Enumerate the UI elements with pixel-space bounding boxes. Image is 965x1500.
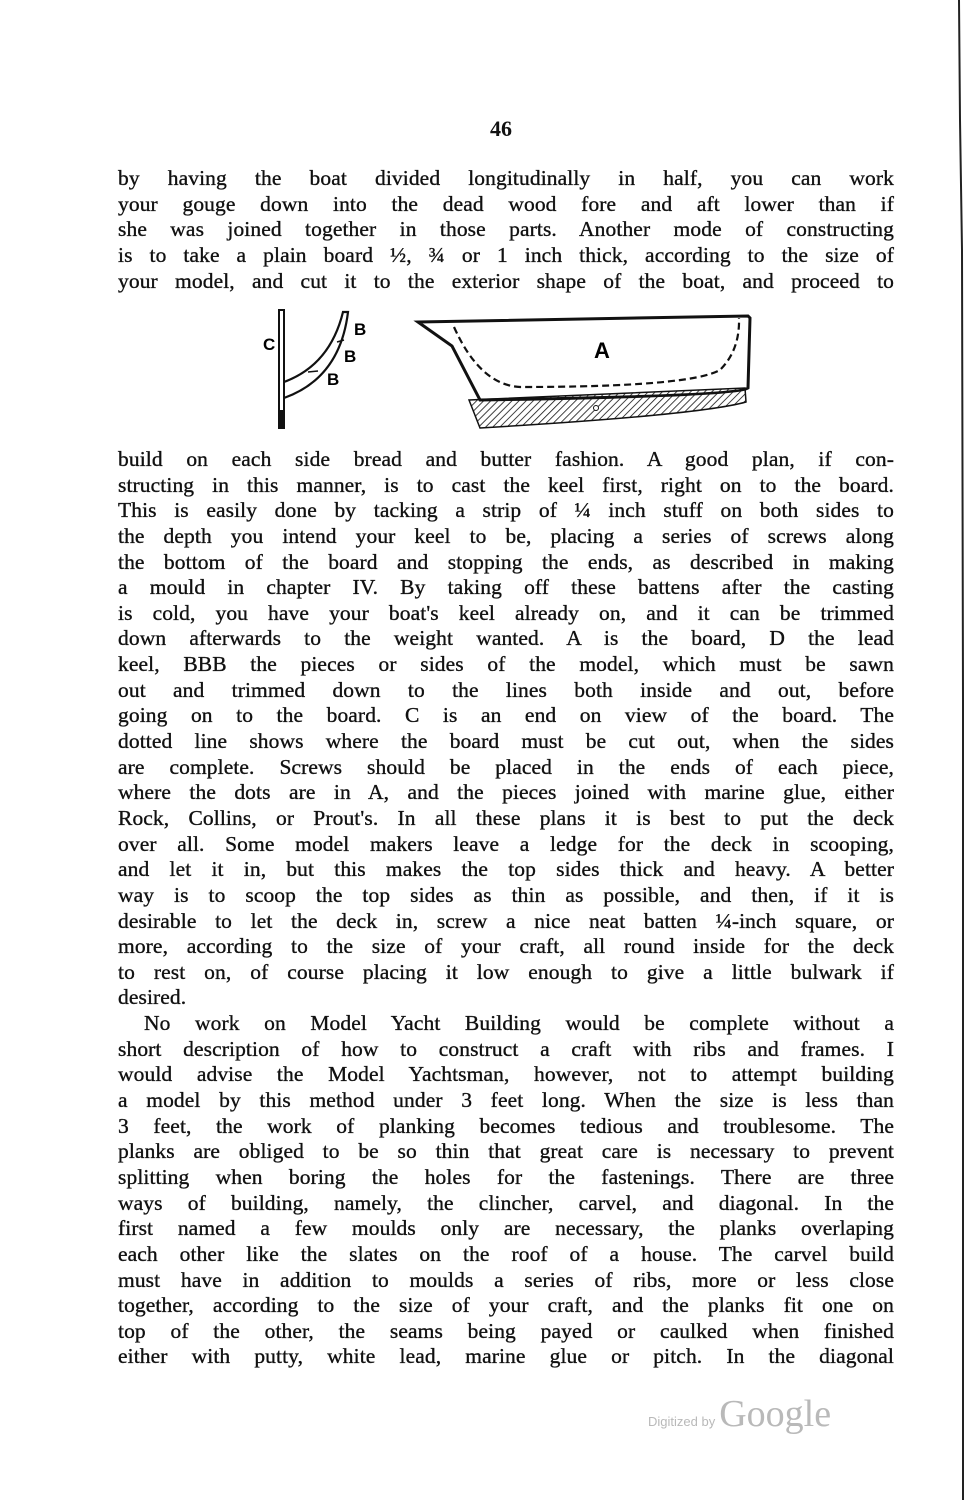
- text-line: This is easily done by tacking a strip of ¼ inch stuff on both sides to: [118, 498, 894, 523]
- text-line: by having the boat divided longitudinally in half, you can work: [118, 166, 894, 190]
- text-line: down afterwards to the weight wanted. A is the board, D the lead: [118, 626, 894, 651]
- text-line: must have in addition to moulds a series of ribs, more or less close: [118, 1267, 894, 1292]
- text-line: build on each side bread and butter fashion. A good plan, if con-: [118, 447, 894, 471]
- text-line: ways of building, namely, the clincher, carvel, and diagonal. In the: [118, 1190, 894, 1215]
- text-line: either with putty, white lead, marine glue or pitch. In the diagonal: [118, 1344, 894, 1369]
- watermark-prefix: Digitized by: [648, 1414, 716, 1429]
- watermark-brand: Google: [719, 1393, 832, 1435]
- digitized-by-google-watermark: [648, 1392, 831, 1436]
- paragraph-main: [118, 447, 894, 1370]
- boat-construction-figure: [250, 300, 770, 440]
- text-line: top of the other, the seams being payed or caulked when finished: [118, 1318, 894, 1343]
- text-line: keel, BBB the pieces or sides of the model, which must be sawn: [118, 652, 894, 677]
- text-line: short description of how to construct a craft with ribs and frames. I: [118, 1036, 894, 1061]
- text-line: and let it in, but this makes the top sides thick and heavy. A better: [118, 857, 894, 882]
- text-line: is cold, you have your boat's keel already on, and it can be trimmed: [118, 600, 894, 625]
- text-line: would advise the Model Yachtsman, however, not to attempt building: [118, 1062, 894, 1087]
- text-line: where the dots are in A, and the pieces joined with marine glue, either: [118, 780, 894, 805]
- text-line: a model by this method under 3 feet long. When the size is less than: [118, 1088, 894, 1113]
- text-line: your model, and cut it to the exterior shape of the boat, and proceed to: [118, 268, 894, 293]
- text-line: splitting when boring the holes for the fastenings. There are three: [118, 1164, 894, 1189]
- text-line: planks are obliged to be so thin that great care is necessary to prevent: [118, 1139, 894, 1164]
- text-line: desirable to let the deck in, screw a nice neat batten ¼-inch square, or: [118, 908, 894, 933]
- label-b-low: B: [327, 370, 340, 389]
- text-line: the bottom of the board and stopping the ends, as described in making: [118, 549, 894, 574]
- text-line: 3 feet, the work of planking becomes tedious and troublesome. The: [118, 1113, 894, 1138]
- label-b-mid: B: [344, 347, 357, 366]
- end-view-c: [279, 310, 348, 428]
- text-line: to rest on, of course placing it low enough to give a little bulwark if: [118, 959, 894, 984]
- text-line: is to take a plain board ½, ¾ or 1 inch thick, according to the size of: [118, 242, 894, 267]
- text-line: are complete. Screws should be placed in the ends of each piece,: [118, 754, 894, 779]
- text-line: first named a few moulds only are necessary, the planks overlaping: [118, 1216, 894, 1241]
- label-c: C: [263, 335, 276, 354]
- text-line: Rock, Collins, or Prout's. In all these plans it is best to put the deck: [118, 805, 894, 830]
- label-b-top: B: [354, 320, 367, 339]
- text-line: together, according to the size of your craft, and the planks fit one on: [118, 1293, 894, 1318]
- text-line: structing in this manner, is to cast the keel first, right on to the board.: [118, 472, 894, 497]
- text-line: your gouge down into the dead wood fore and aft lower than if: [118, 191, 894, 216]
- text-line: the depth you intend your keel to be, placing a series of screws along: [118, 523, 894, 548]
- label-a: A: [594, 338, 610, 363]
- text-line: No work on Model Yacht Building would be complete without a: [144, 1011, 894, 1036]
- text-line: over all. Some model makers leave a ledge for the deck in scooping,: [118, 831, 894, 856]
- text-line: way is to scoop the top sides as thin as possible, and then, if it is: [118, 882, 894, 907]
- text-line: a mould in chapter IV. By taking off these battens after the casting: [118, 575, 894, 600]
- text-line: desired.: [118, 985, 187, 1010]
- text-line: more, according to the size of your craft, all round inside for the deck: [118, 934, 894, 959]
- paragraph-top: [118, 166, 894, 294]
- text-line: going on to the board. C is an end on view of the board. The: [118, 703, 894, 728]
- page-edge-scan-artifact: [957, 0, 965, 1500]
- page-number: 46: [490, 116, 512, 141]
- text-line: she was joined together in those parts. Another mode of constructing: [118, 217, 894, 242]
- text-line: each other like the slates on the roof of a house. The carvel build: [118, 1241, 894, 1266]
- board-a: [418, 316, 750, 428]
- text-line: dotted line shows where the board must be cut out, when the sides: [118, 729, 894, 754]
- text-line: out and trimmed down to the lines both inside and out, before: [118, 677, 894, 702]
